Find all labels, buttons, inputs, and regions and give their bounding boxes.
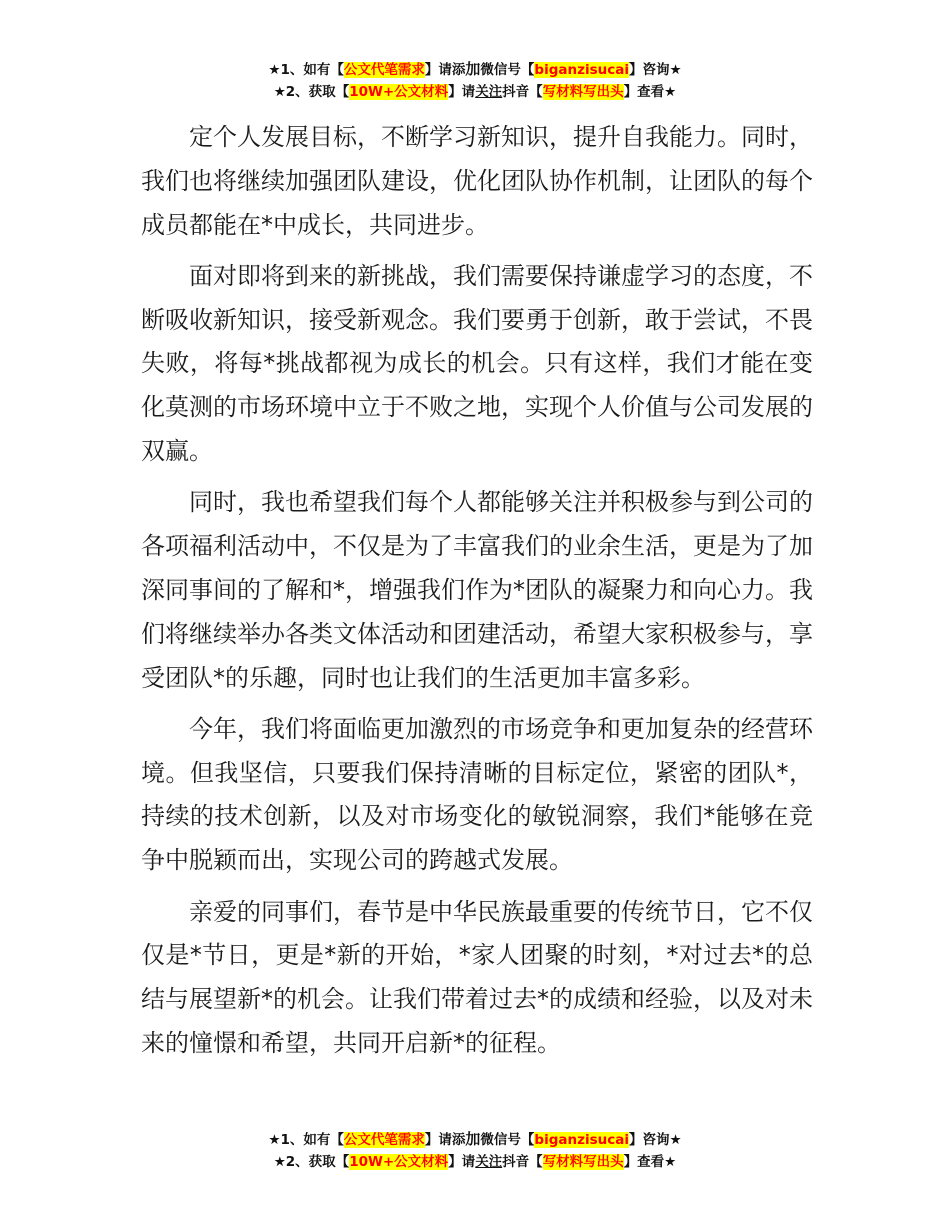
- banner-line-2: [0, 81, 950, 103]
- paragraph: 亲爱的同事们，春节是中华民族最重要的传统节日，它不仅仅是*节日，更是*新的开始，*家人团聚的时刻，*对过去*的总结与展望新*的机会。让我们带着过去*的成绩和经验，以及对未来的憧憬和希望，共同开启新*的征程。: [141, 897, 813, 1057]
- banner-text-underlined: 关注: [475, 1154, 503, 1170]
- banner-text: 】请添: [424, 1132, 466, 1148]
- banner-text: 】请: [448, 84, 476, 100]
- banner-text: 加: [465, 60, 481, 78]
- highlight-materials-label: 10W+公文材料: [349, 1154, 449, 1170]
- document-body: [141, 116, 813, 1073]
- banner-text: ★1、如有【: [268, 62, 344, 78]
- banner-text: 】请: [448, 1154, 476, 1170]
- highlight-douyin-account: 写材料写出头: [542, 84, 624, 100]
- footer-banner: [0, 1128, 950, 1173]
- banner-text: 】咨询★: [628, 1132, 682, 1148]
- banner-text: ★2、获取【: [273, 84, 350, 100]
- banner-text: 】查看★: [623, 1154, 677, 1170]
- banner-text: 加: [465, 1130, 481, 1148]
- banner-text: 微信号【: [480, 1132, 535, 1148]
- highlight-douyin-account: 写材料写出头: [542, 1154, 624, 1170]
- banner-text: ★1、如有【: [268, 1132, 344, 1148]
- banner-text: 】咨询★: [628, 62, 682, 78]
- banner-text: ★2、获取【: [273, 1154, 350, 1170]
- banner-text: 】请添: [424, 62, 466, 78]
- banner-line-2: [0, 1151, 950, 1173]
- paragraph: 同时，我也希望我们每个人都能够关注并积极参与到公司的各项福利活动中，不仅是为了丰富我们的业余生活，更是为了加深同事间的了解和*，增强我们作为*团队的凝聚力和向心力。我们将继续举办各类文体活动和团建活动，希望大家积极参与，享受团队*的乐趣，同时也让我们的生活更加丰富多彩。: [141, 488, 813, 692]
- banner-text: 微信号【: [480, 62, 535, 78]
- paragraph: 今年，我们将面临更加激烈的市场竞争和更加复杂的经营环境。但我坚信，只要我们保持清晰的目标定位，紧密的团队*，持续的技术创新，以及对市场变化的敏锐洞察，我们*能够在竞争中脱颖而出，实现公司的跨越式发展。: [141, 714, 813, 875]
- highlight-service-label: 公文代笔需求: [343, 1132, 425, 1148]
- header-banner: [0, 58, 950, 103]
- highlight-wechat-id: biganzisucai: [534, 1132, 629, 1148]
- paragraph: 定个人发展目标，不断学习新知识，提升自我能力。同时，我们也将继续加强团队建设，优化团队协作机制，让团队的每个成员都能在*中成长，共同进步。: [141, 123, 813, 239]
- banner-line-1: [0, 1128, 950, 1151]
- banner-text-underlined: 关注: [475, 84, 503, 100]
- highlight-service-label: 公文代笔需求: [343, 62, 425, 78]
- paragraph: 面对即将到来的新挑战，我们需要保持谦虚学习的态度，不断吸收新知识，接受新观念。我们要勇于创新，敢于尝试，不畏失败，将每*挑战都视为成长的机会。只有这样，我们才能在变化莫测的市场环境中立于不败之地，实现个人价值与公司发展的双赢。: [141, 261, 813, 466]
- banner-text: 抖音【: [502, 84, 543, 100]
- banner-text: 】查看★: [623, 84, 677, 100]
- banner-text: 抖音【: [502, 1154, 543, 1170]
- highlight-wechat-id: biganzisucai: [534, 62, 629, 78]
- highlight-materials-label: 10W+公文材料: [349, 84, 449, 100]
- banner-line-1: [0, 58, 950, 81]
